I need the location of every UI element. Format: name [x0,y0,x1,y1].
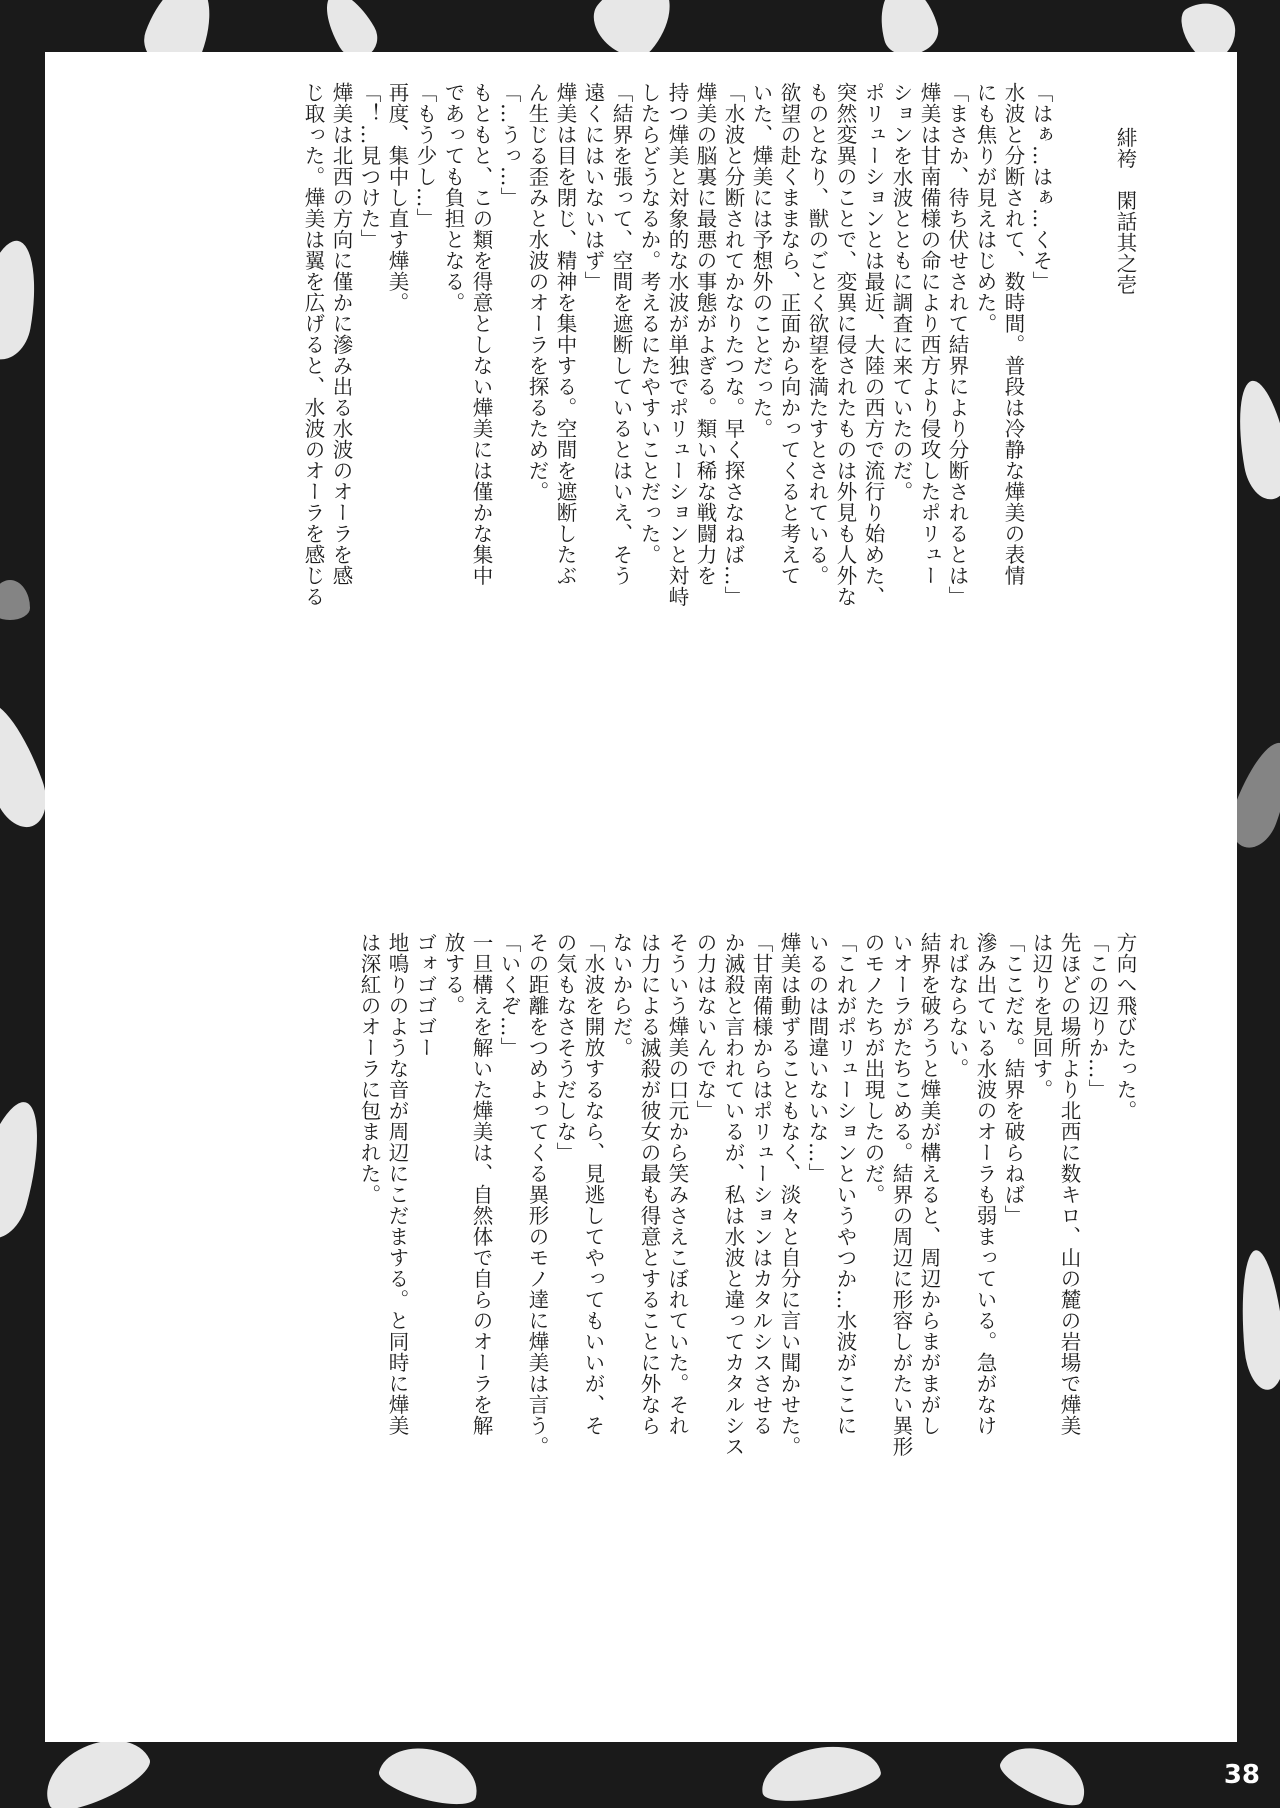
feather-decoration [1230,377,1280,503]
text-line: 水波と分断されて、数時間。普段は冷静な燁美の表情 [1001,82,1025,586]
feather-decoration [375,1738,485,1808]
text-line: にも焦りが見えはじめた。 [973,82,997,334]
feather-decoration [0,580,30,620]
text-line: 「はぁ…はぁ…くそ」 [1029,82,1053,292]
text-line: いオーラがたちこめる。結界の周辺に形容しがたい異形 [889,932,913,1457]
text-line: 「これがポリューションというやつか…水波がここに [833,932,857,1436]
text-line: 遠くにはいないはず」 [581,82,605,292]
text-line: 地鳴りのような音が周辺にこだまする。と同時に燁美 [385,932,409,1436]
text-line: の気もなさそうだしな」 [553,932,577,1163]
chapter-title: 緋袴 閑話其之壱 [1113,127,1137,296]
feather-decoration [1236,1249,1280,1392]
text-line: もともと、この類を得意としない燁美には僅かな集中 [469,82,493,586]
text-line: 方向へ飛びたった。 [1113,932,1137,1121]
text-line: 「いくぞ…」 [497,932,521,1058]
text-line: は辺りを見回す。 [1029,932,1053,1100]
text-line: か滅殺と言われているが、私は水波と違ってカタルシス [721,932,745,1457]
text-line: 「ここだな。結界を破らねば」 [1001,932,1025,1226]
lower-text-block [165,932,1195,1732]
upper-body [299,82,1055,882]
text-line: ゴォゴゴゴー [413,932,437,1058]
lower-body [355,932,1139,1732]
text-page [45,52,1237,1742]
text-line: 先ほどの場所より北西に数キロ、山の麓の岩場で燁美 [1057,932,1081,1436]
text-line: 燁美は動ずることもなく、淡々と自分に言い聞かせた。 [777,932,801,1457]
text-line: いるのは間違いないな…」 [805,932,829,1184]
text-line: ればならない。 [945,932,969,1079]
text-line: ものとなり、獣のごとく欲望を満たすとされている。 [805,82,829,586]
text-line: ん生じる歪みと水波のオーラを探るためだ。 [525,82,549,502]
text-line: 燁美は目を閉じ、精神を集中する。空間を遮断したぶ [553,82,577,586]
text-line: 一旦構えを解いた燁美は、自然体で自らのオーラを解 [469,932,493,1436]
text-line: のモノたちが出現したのだ。 [861,932,885,1205]
text-line: 燁美は甘南備様の命により西方より侵攻したポリュー [917,82,941,586]
text-line: したらどうなるか。考えるにたやすいことだった。 [637,82,661,565]
feather-decoration [757,1738,884,1808]
text-line: いた、燁美には予想外のことだった。 [749,82,773,439]
text-line: 「もう少し…」 [413,82,437,229]
feather-decoration [0,236,45,364]
text-line: 突然変異のことで、変異に侵されたものは外見も人外な [833,82,857,607]
feather-decoration [995,1735,1096,1808]
text-line: そういう燁美の口元から笑みさえこぼれていた。それ [665,932,689,1436]
text-line: その距離をつめよってくる異形のモノ達に燁美は言う。 [525,932,549,1457]
text-line: 持つ燁美と対象的な水波が単独でポリューションと対峙 [665,82,689,607]
text-line: であっても負担となる。 [441,82,465,313]
text-line: 燁美は北西の方向に僅かに滲み出る水波のオーラを感 [329,82,353,586]
text-line: 再度、集中し直す燁美。 [385,82,409,313]
text-line: の力はないんでな」 [693,932,717,1121]
text-line: じ取った。燁美は翼を広げると、水波のオーラを感じる [301,82,325,607]
text-line: 「水波と分断されてかなりたつな。早く探さなねば…」 [721,82,745,607]
text-line: は力による滅殺が彼女の最も得意とすることに外なら [637,932,661,1436]
text-line: 「！…見つけた」 [357,82,381,250]
text-line: 「甘南備様からはポリューションはカタルシスさせる [749,932,773,1436]
text-line: 放する。 [441,932,465,1016]
text-line: ないからだ。 [609,932,633,1058]
text-line: 滲み出ている水波のオーラも弱まっている。急がなけ [973,932,997,1436]
page-number: 38 [1223,1760,1260,1790]
text-line: は深紅のオーラに包まれた。 [357,932,381,1205]
text-line: 「結界を張って、空間を遮断しているとはいえ、そう [609,82,633,586]
text-line: 「まさか、待ち伏せされて結界により分断されるとは」 [945,82,969,607]
text-line: 結界を破ろうと燁美が構えると、周辺からまがまがし [917,932,941,1436]
text-line: 燁美の脳裏に最悪の事態がよぎる。類い稀な戦闘力を [693,82,717,586]
text-line: 「水波を開放するなら、見逃してやってもいいが、そ [581,932,605,1436]
text-line: 「この辺りか…」 [1085,932,1109,1100]
text-line: 欲望の赴くままなら、正面から向かってくると考えて [777,82,801,586]
text-line: ポリューションとは最近、大陸の西方で流行り始めた、 [861,82,885,607]
text-line: ションを水波とともに調査に来ていたのだ。 [889,82,913,502]
text-line: 「…うっ…」 [497,82,521,208]
upper-text-block [165,82,1195,882]
